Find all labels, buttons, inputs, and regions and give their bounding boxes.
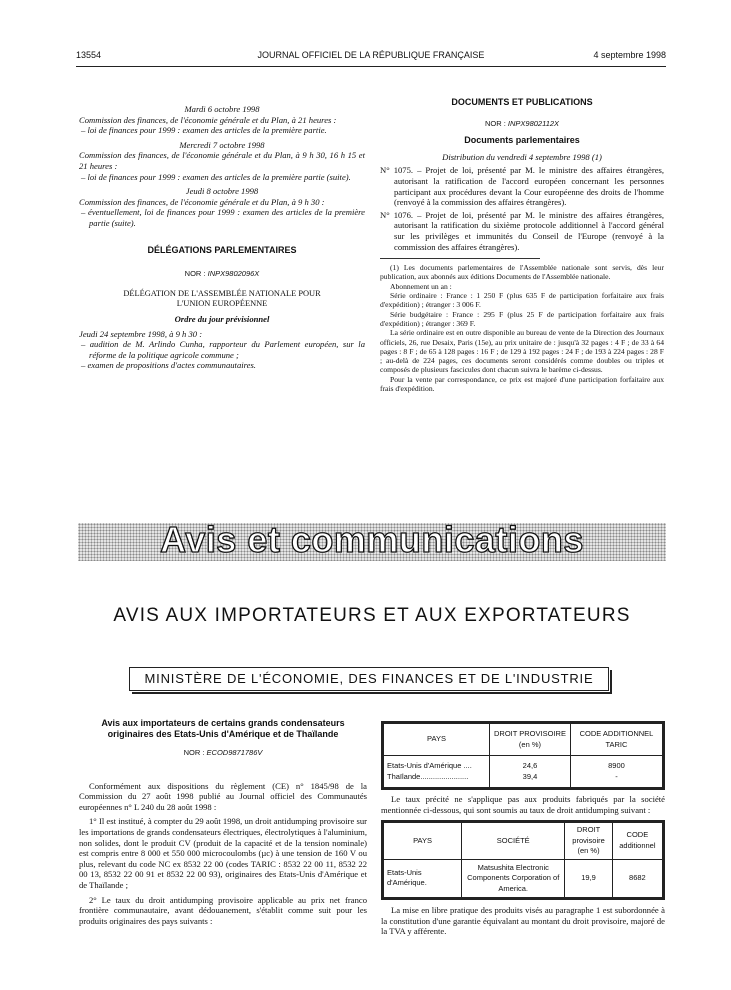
code-cell: 8900 — [608, 760, 625, 770]
day-heading: Jeudi 8 octobre 1998 — [185, 186, 259, 197]
ordre-du-jour: Ordre du jour prévisionnel — [174, 313, 270, 324]
commission-line: Commission des finances, de l'économie générale et du Plan, à 9 h 30, 16 h 15 et 21 heures : — [79, 150, 365, 171]
table-cell: 19,9 — [565, 859, 612, 897]
page-number: 13554 — [76, 50, 102, 60]
nor-line — [380, 119, 664, 130]
notice-paragraph: Le taux précité ne s'applique pas aux produits fabriqués par la société mentionnée ci-dessous, qui sont soumis au taux de droit antidumping suivant : — [381, 794, 665, 815]
meeting-item: – examen de propositions d'actes communautaires. — [81, 360, 256, 371]
table-header: DROIT PROVISOIRE (en %) — [490, 724, 571, 756]
table-cell: Etats-Unis d'Amérique. — [384, 859, 462, 897]
nor-label: NOR : — [184, 269, 206, 279]
agenda-item: – loi de finances pour 1999 : examen des articles de la première partie. — [81, 125, 327, 136]
company-table — [383, 822, 663, 898]
table-row — [384, 756, 663, 788]
table-header: DROIT provisoire (en %) — [565, 823, 612, 860]
day-block — [79, 140, 365, 182]
agenda-item: – loi de finances pour 1999 : examen des articles de la première partie (suite). — [81, 171, 351, 182]
table-header: CODE additionnel — [612, 823, 662, 860]
duty-table-frame — [381, 721, 665, 790]
nor-label: NOR : — [183, 748, 205, 757]
table-cell — [384, 756, 490, 788]
table-cell: Matsushita Electronic Components Corporation of America. — [462, 859, 565, 897]
footnote-text: Pour la vente par correspondance, ce prix est majoré d'une participation forfaitaire aux frais d'expédition. — [380, 374, 664, 393]
day-heading: Mardi 6 octobre 1998 — [184, 104, 260, 114]
footnote — [380, 263, 664, 393]
nor-line — [79, 269, 365, 280]
commission-line: Commission des finances, de l'économie générale et du Plan, à 21 heures : — [79, 114, 337, 125]
nor-value: INPX9802112X — [507, 118, 560, 128]
footnote-text: (1) Les documents parlementaires de l'Assemblée nationale sont servis, dès leur publication, aux abonnés aux éditions Documents de l'Assemblée nationale. — [380, 263, 664, 282]
documents-heading: DOCUMENTS ET PUBLICATIONS — [451, 97, 593, 107]
notice-paragraph: La mise en libre pratique des produits visés au paragraphe 1 est subordonnée à la constitution d'une garantie équivalant au montant du droit provisoire, majoré de la TVA y afférente. — [381, 904, 665, 937]
nor-line — [79, 748, 367, 759]
company-table-frame — [381, 820, 665, 900]
footnote-text: Série budgétaire : France : 295 F (plus 25 F de participation forfaitaire aux frais d'expédition) ; étranger : 369 F. — [380, 309, 664, 328]
header-rule — [76, 66, 666, 67]
distribution-line: Distribution du vendredi 4 septembre 1998 (1) — [442, 151, 602, 162]
section-title: AVIS AUX IMPORTATEURS ET AUX EXPORTATEURS — [113, 605, 631, 626]
notice-intro: Conformément aux dispositions du règlement (CE) n° 1845/98 de la Commission du 27 août 1998 publié au Journal officiel des Communautés européennes n° L 240 du 28 août 1998 : — [79, 780, 367, 812]
delegations-heading: DÉLÉGATIONS PARLEMENTAIRES — [147, 244, 297, 255]
meeting-item: – audition de M. Arlindo Cunha, rapporteur du Parlement européen, sur la réforme de la politique agricole commune ; — [81, 339, 365, 360]
duty-cell: 24,6 — [522, 760, 538, 770]
right-column — [380, 97, 664, 393]
code-cell: - — [615, 771, 618, 781]
table-cell: 8682 — [612, 859, 662, 897]
footnote-text: Série ordinaire : France : 1 250 F (plus 635 F de participation forfaitaire aux frais d'expédition) ; étranger : 3 006 F. — [380, 291, 664, 310]
documents-subheading: Documents parlementaires — [464, 135, 580, 146]
ministry-box: MINISTÈRE DE L'ÉCONOMIE, DES FINANCES ET DE L'INDUSTRIE — [129, 667, 609, 691]
table-header-row — [384, 823, 663, 860]
meeting-date: Jeudi 24 septembre 1998, à 9 h 30 : — [79, 328, 203, 339]
table-cell — [490, 756, 571, 788]
nor-value: INPX9802096X — [207, 269, 260, 279]
table-header: PAYS — [384, 823, 462, 860]
day-heading: Mercredi 7 octobre 1998 — [179, 139, 265, 150]
duty-cell: 39,4 — [522, 771, 538, 781]
country-cell: Thaïlande....................... — [387, 771, 469, 781]
journal-title: JOURNAL OFFICIEL DE LA RÉPUBLIQUE FRANÇAISE — [257, 50, 485, 60]
day-block — [79, 186, 365, 228]
agenda-item: – éventuellement, loi de finances pour 1999 : examen des articles de la première partie (suite). — [81, 207, 365, 228]
document-entry: N° 1075. – Projet de loi, présenté par M. le ministre des affaires étrangères, autorisant la ratification de l'accord européen concernant les personnes participant aux procédures devant la Cour européenne des droits de l'homme (renvoyé à la commission des affaires étrangères). — [380, 165, 664, 208]
notice-title: Avis aux importateurs de certains grands condensateurs originaires des Etats-Unis d'Amérique et de Thaïlande — [101, 718, 345, 739]
duty-table — [383, 723, 663, 788]
footnote-text: La série ordinaire est en outre disponible au bureau de vente de la Direction des Journaux officiels, 26, rue Desaix, Paris (15e), au prix unitaire de : jusqu'à 32 pages : 4 F ; de 33 à 64 pages : 8 F ; de 65 à 128 pages : 16 F ; de 129 à 192 pages : 24 F ; de 193 à 224 pages : 28 F ; au-delà de 224 pages, ces documents seront considérés comme doubles ou triples et composés de plusieurs fascicules dont chacun suivra le barème ci-dessus. — [380, 328, 664, 375]
table-row — [384, 859, 663, 897]
issue-date: 4 septembre 1998 — [593, 50, 666, 60]
notice-paragraph: 2° Le taux du droit antidumping provisoire applicable au prix net franco frontière communautaire, avant dédouanement, s'établit comme suit pour les produits originaires des pays suivants : — [79, 894, 367, 926]
notice-tables-column — [381, 721, 665, 937]
delegation-name: DÉLÉGATION DE L'ASSEMBLÉE NATIONALE POUR L'UNION EUROPÉENNE — [123, 288, 321, 309]
table-header: PAYS — [384, 724, 490, 756]
nor-label: NOR : — [484, 118, 506, 128]
left-column — [79, 100, 365, 371]
notice-paragraph: 1° Il est institué, à compter du 29 août 1998, un droit antidumping provisoire sur les importations de grands condensateurs électriques, électrolytiques à l'aluminium, non solides, dont le produit CV (produit de la capacité et de la tension nominale) est compris entre 8 000 et 550 000 microcoulombs (µc) à une tension de 160 V ou plus, relevant du code NC ex 8532 22 00 (codes TARIC : 8532 22 00 11, 8532 22 00 13, 8532 22 00 91 et 8532 22 00 93), originaires des Etats-Unis d'Amérique et de Thaïlande ; — [79, 816, 367, 890]
footnote-text: Abonnement un an : — [390, 281, 452, 291]
document-entry: N° 1076. – Projet de loi, présenté par M. le ministre des affaires étrangères, autorisant la ratification du sixième protocole additionnel à l'accord général sur les privilèges et immunités du Conseil de l'Europe (renvoyé à la commission des affaires étrangères). — [380, 209, 664, 252]
table-header: SOCIÉTÉ — [462, 823, 565, 860]
banner-title: Avis et communications — [160, 519, 584, 560]
notice-column — [79, 718, 367, 926]
table-header: CODE ADDITIONNEL TARIC — [570, 724, 662, 756]
nor-value: ECOD9871786V — [206, 748, 263, 757]
day-block — [79, 104, 365, 136]
country-cell: Etats-Unis d'Amérique .... — [387, 760, 472, 770]
footnote-rule — [380, 258, 540, 259]
page-header — [76, 50, 666, 64]
table-header-row — [384, 724, 663, 756]
table-cell — [570, 756, 662, 788]
commission-line: Commission des finances, de l'économie générale et du Plan, à 9 h 30 : — [79, 196, 325, 207]
